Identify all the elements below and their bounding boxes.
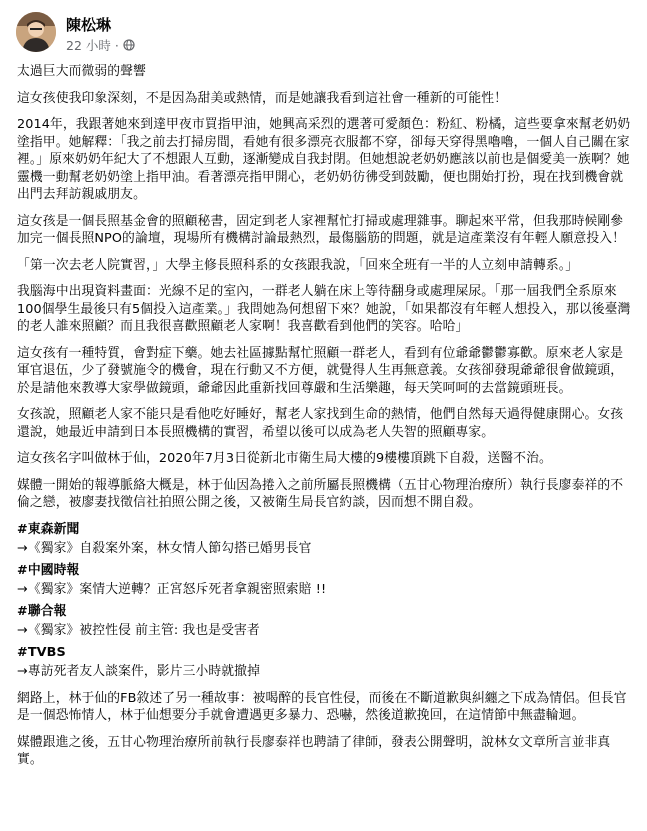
paragraph-title: 太過巨大而微弱的聲響 — [17, 64, 146, 79]
hashtag-tvbs[interactable]: #TVBS — [17, 644, 66, 660]
globe-icon[interactable] — [123, 39, 135, 51]
author-avatar[interactable] — [16, 12, 56, 52]
news-link-ettoday: →《獨家》自殺案外案，林女情人節勾搭已婚男長官 — [17, 541, 312, 556]
meta-separator: · — [114, 37, 119, 53]
paragraph: 這女孩名字叫做林于仙，2020年7月3日從新北市衛生局大樓的9樓樓頂跳下自殺，送醫不治。 — [17, 451, 552, 466]
news-link-udn: →《獨家》被控性侵 前主管: 我也是受害者 — [17, 623, 260, 638]
paragraph: 「第一次去老人院實習，」大學主修長照科系的女孩跟我說，「回來全班有一半的人立刻申請轉系。」 — [17, 257, 579, 273]
post-content — [17, 63, 631, 778]
post-header — [16, 12, 631, 56]
post-time[interactable]: 22 小時 — [66, 38, 111, 53]
avatar-image — [16, 12, 56, 52]
news-link-tvbs: →專訪死者友人談案件，影片三小時就撤掉 — [17, 664, 260, 679]
paragraph: 這女孩使我印象深刻，不是因為甜美或熱情，而是她讓我看到這社會一種新的可能性！ — [17, 90, 508, 106]
paragraph: 女孩說，照顧老人家不能只是看他吃好睡好，幫老人家找到生命的熱情，他們自然每天過得健康開心。女孩還說，她最近申請到日本長照機構的實習，希望以後可以成為老人失智的照顧專家。 — [17, 407, 624, 440]
hashtag-udn[interactable]: #聯合報 — [17, 603, 67, 619]
hashtag-ettoday[interactable]: #東森新聞 — [17, 521, 80, 537]
paragraph: 2014年，我跟著她來到達甲夜市買指甲油，她興高采烈的選著可愛顏色：粉紅、粉橘，這些要拿來幫老奶奶塗指甲。她解釋：「我之前去打掃房間，看她有很多漂亮衣服都不穿，卻每天穿得黑嚕嚕，一個人自己關在家裡。」原來奶奶年紀大了不想跟人互動，逐漸變成自我封閉。但她想說老奶奶應該以前也是個愛美一族啊？她靈機一動幫老奶奶塗上指甲油。看著漂亮指甲開心，老奶奶彷彿受到鼓勵，便也開始打扮，現在找到機會就出門去拜訪親戚朋友。 — [17, 117, 631, 202]
paragraph: 這女孩是一個長照基金會的照顧秘書，固定到老人家裡幫忙打掃或處理雜事。聊起來平常，但我那時候剛參加完一個長照NPO的論壇，現場所有機構討論最熱烈，最傷腦筋的問題，就是這產業沒有年輕人願意投入！ — [17, 213, 626, 246]
paragraph: 媒體一開始的報導脈絡大概是，林于仙因為捲入之前所屬長照機構（五甘心物理治療所）執行長廖泰祥的不倫之戀，被廖妻找徵信社拍照公開之後，又被衛生局長官約談，因而想不開自殺。 — [17, 477, 624, 510]
post-meta — [66, 36, 135, 54]
paragraph: 這女孩有一種特質，會對症下藥。她去社區據點幫忙照顧一群老人，看到有位爺爺鬱鬱寡歡。原來老人家是軍官退伍，少了發號施令的機會，現在行動又不方便，就覺得人生再無意義。女孩卻發現爺爺很會做鏡頭，於是請他來教導大家學做鏡頭，爺爺因此重新找回尊嚴和生活樂趣，每天笑呵呵的去當鏡頭班長。 — [17, 345, 624, 396]
paragraph: 網路上，林于仙的FB敘述了另一種故事：被喝醉的長官性侵，而後在不斷道歉與糾纏之下成為情侶。但長官是一個恐怖情人，林于仙想要分手就會遭遇更多暴力、恐嚇，然後道歉挽回，在這情節中無盡輪迴。 — [17, 690, 627, 723]
news-link-chinatimes: →《獨家》案情大逆轉？正宮怒斥死者拿親密照索賠 !! — [17, 582, 327, 597]
paragraph: 媒體跟進之後，五甘心物理治療所前執行長廖泰祥也聘請了律師，發表公開聲明，說林女文章所言並非真實。 — [17, 734, 611, 767]
paragraph: 我腦海中出現資料畫面：光線不足的室內，一群老人躺在床上等待翻身或處理屎尿。「那一屆我們全系原來100個學生最後只有5個投入這產業。」我問她為何想留下來？她說，「如果都沒有年輕人想投入，那以後臺灣的老人誰來照顧？而且我很喜歡照顧老人家啊！我喜歡看到他們的笑容。哈哈」 — [17, 284, 631, 334]
hashtag-chinatimes[interactable]: #中國時報 — [17, 562, 80, 578]
author-name[interactable]: 陳松琳 — [66, 16, 112, 34]
